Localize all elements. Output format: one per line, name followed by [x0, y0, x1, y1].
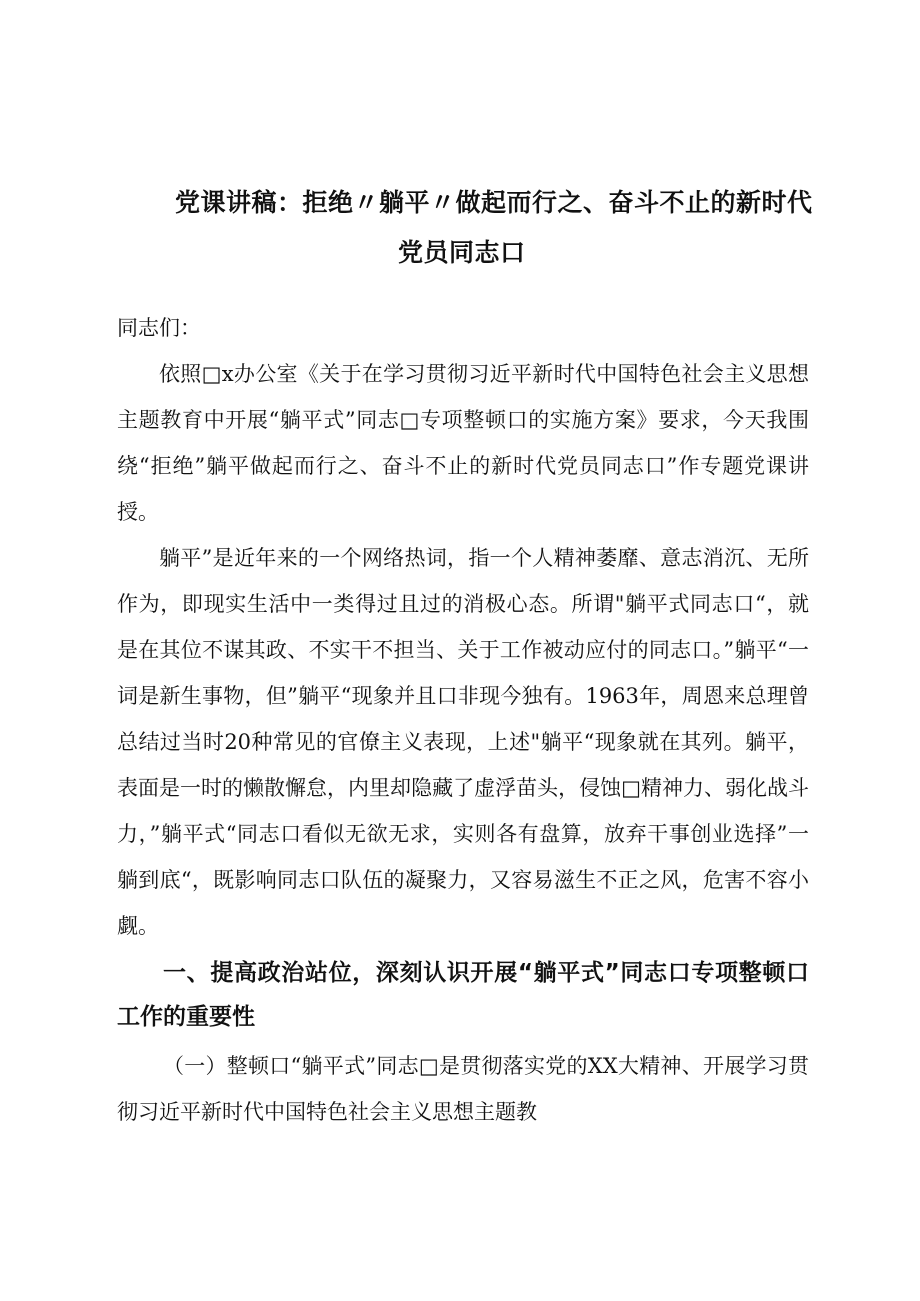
- salutation: 同志们：: [117, 316, 201, 340]
- section-heading: 一、提高政治站位，深刻认识开展“躺平式”同志口专项整顿口工作的重要性: [117, 960, 809, 1030]
- paragraph-intro: 依照□x办公室《关于在学习贯彻习近平新时代中国特色社会主义思想主题教育中开展“躺平式”同志□专项整顿口的实施方案》要求，今天我围绕“拒绝”躺平做起而行之、奋斗不止的新时代党员同志口”作专题党课讲授。: [117, 362, 809, 524]
- subsection-paragraph: （一）整顿口“躺平式”同志□是贯彻落实党的XX大精神、开展学习贯彻习近平新时代中国特色社会主义思想主题教: [117, 1054, 809, 1124]
- document-title-line-2: 党员同志口: [398, 238, 526, 267]
- paragraph-tangping: 躺平”是近年来的一个网络热词，指一个人精神萎靡、意志消沉、无所作为，即现实生活中一类得过且过的消极心态。所谓"躺平式同志口“，就是在其位不谋其政、不实干不担当、关于工作被动应付的同志口。”躺平“一词是新生事物，但”躺平“现象并且口非现今独有。1963年，周恩来总理曾总结过当时20种常见的官僚主义表现，上述"躺平“现象就在其列。躺平，表面是一时的懒散懈怠，内里却隐藏了虚浮苗头，侵蚀□精神力、弱化战斗力，”躺平式“同志口看似无欲无求，实则各有盘算，放弃干事创业选择”一躺到底“，既影响同志口队伍的凝聚力，又容易滋生不正之风，危害不容小觑。: [117, 546, 809, 938]
- document-title-line-1: 党课讲稿：拒绝〃躺平〃做起而行之、奋斗不止的新时代: [175, 188, 813, 217]
- document-body: [117, 305, 809, 1135]
